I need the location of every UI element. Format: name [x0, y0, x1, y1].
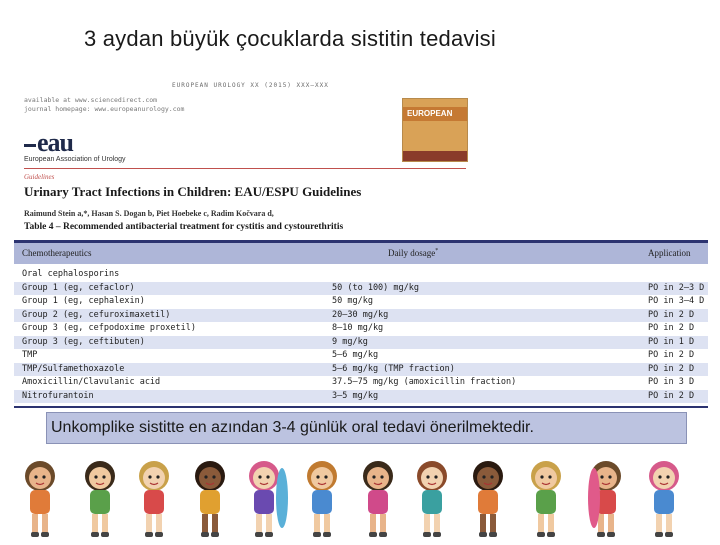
kid-eye: [540, 475, 543, 478]
kid-body: [200, 490, 220, 514]
kid-shoe: [323, 532, 331, 537]
kid-body: [312, 490, 332, 514]
col-header-text: Daily dosage: [388, 248, 436, 258]
table-row: [14, 295, 708, 308]
kid-eye: [34, 475, 37, 478]
kid-face: [477, 467, 499, 489]
logo-mark: [24, 128, 126, 157]
kid-face: [535, 467, 557, 489]
table-row: [14, 309, 708, 322]
kid-leg: [548, 514, 554, 534]
kid-leg: [212, 514, 218, 534]
kid-leg: [266, 514, 272, 534]
kid-shoe: [665, 532, 673, 537]
kid-shoe: [379, 532, 387, 537]
kid-shoe: [547, 532, 555, 537]
kid-face: [253, 467, 275, 489]
kid-shoe: [145, 532, 153, 537]
cell-drug: Group 3 (eg, ceftibuten): [22, 336, 145, 347]
table-row: [14, 390, 708, 403]
kid-eye: [266, 475, 269, 478]
kid-leg: [538, 514, 544, 534]
paper-authors: Raimund Stein a,*, Hasan S. Dogan b, Piet Hoebeke c, Radim Kočvara d,: [24, 209, 274, 218]
kid-leg: [598, 514, 604, 534]
kid-shoe: [155, 532, 163, 537]
table-row: [14, 376, 708, 389]
divider: [24, 168, 466, 169]
kid-body: [422, 490, 442, 514]
kid-shoe: [489, 532, 497, 537]
surfboard: [276, 468, 288, 528]
kid-eye: [548, 475, 551, 478]
section-label: Guidelines: [24, 173, 55, 181]
kid-leg: [314, 514, 320, 534]
kid-leg: [424, 514, 430, 534]
kid-eye: [42, 475, 45, 478]
kid-body: [478, 490, 498, 514]
kid-eye: [156, 475, 159, 478]
cell-drug: Amoxicillin/Clavulanic acid: [22, 377, 161, 387]
kid-leg: [256, 514, 262, 534]
cell-drug: Oral cephalosporins: [22, 269, 120, 279]
kid-body: [368, 490, 388, 514]
journal-topline: EUROPEAN UROLOGY XX (2015) XXX–XXX: [172, 82, 329, 89]
col-header-chemotherapeutics: Chemotherapeutics: [22, 248, 92, 258]
kid-leg: [434, 514, 440, 534]
cell-dose: 3–5 mg/kg: [332, 390, 379, 401]
table-row: [14, 336, 708, 349]
logo-subtitle: European Association of Urology: [24, 156, 126, 163]
kid-shoe: [211, 532, 219, 537]
col-header-application: Application: [648, 248, 691, 258]
cell-drug: Group 1 (eg, cefaclor): [22, 282, 135, 293]
table-row: [14, 322, 708, 335]
kid-eye: [434, 475, 437, 478]
kid-body: [30, 490, 50, 514]
kid-eye: [258, 475, 261, 478]
kid-face: [653, 467, 675, 489]
kid-leg: [490, 514, 496, 534]
kid-leg: [202, 514, 208, 534]
cell-drug: Group 3 (eg, cefpodoxime proxetil): [22, 323, 196, 333]
cell-dose: 50 (to 100) mg/kg: [332, 282, 419, 293]
kid-shoe: [423, 532, 431, 537]
kid-eye: [212, 475, 215, 478]
kid-leg: [156, 514, 162, 534]
children-illustration-strip: [0, 456, 720, 540]
kid-leg: [480, 514, 486, 534]
kid-leg: [146, 514, 152, 534]
kid-shoe: [597, 532, 605, 537]
kid-body: [144, 490, 164, 514]
cell-app: PO in 2 D: [648, 390, 695, 401]
kid-face: [89, 467, 111, 489]
cell-app: PO in 2 D: [648, 350, 695, 360]
masthead-line: available at www.sciencedirect.com: [24, 96, 158, 104]
kid-eye: [658, 475, 661, 478]
cell-app: PO in 2 D: [648, 323, 695, 333]
kid-shoe: [537, 532, 545, 537]
kid-face: [367, 467, 389, 489]
masthead: [24, 96, 184, 114]
kid-leg: [92, 514, 98, 534]
cell-dose: 9 mg/kg: [332, 336, 368, 347]
kid-leg: [370, 514, 376, 534]
cell-drug: Nitrofurantoin: [22, 390, 94, 401]
kid-shoe: [313, 532, 321, 537]
kid-shoe: [41, 532, 49, 537]
kid-shoe: [369, 532, 377, 537]
note-text: Unkomplike sistitte en azından 3-4 günlük oral tedavi önerilmektedir.: [51, 419, 534, 436]
kid-leg: [656, 514, 662, 534]
cell-app: PO in 2 D: [648, 309, 695, 320]
kid-body: [254, 490, 274, 514]
kid-shoe: [91, 532, 99, 537]
table-row: [14, 268, 708, 281]
kid-shoe: [479, 532, 487, 537]
kid-shoe: [433, 532, 441, 537]
cell-app: PO in 3–4 D: [648, 296, 705, 306]
cell-drug: Group 2 (eg, cefuroximaxetil): [22, 309, 171, 320]
kid-eye: [372, 475, 375, 478]
kid-eye: [204, 475, 207, 478]
cell-app: PO in 2 D: [648, 363, 695, 374]
kid-leg: [608, 514, 614, 534]
slide-title: 3 aydan büyük çocuklarda sistitin tedavisi: [84, 26, 496, 51]
kid-face: [143, 467, 165, 489]
header-footnote-mark: *: [435, 248, 439, 254]
kid-shoe: [265, 532, 273, 537]
kid-shoe: [31, 532, 39, 537]
kid-face: [421, 467, 443, 489]
cell-dose: 8–10 mg/kg: [332, 323, 384, 333]
kid-eye: [426, 475, 429, 478]
kid-eye: [482, 475, 485, 478]
table-row: [14, 363, 708, 376]
kid-eye: [94, 475, 97, 478]
cell-app: PO in 2–3 D: [648, 282, 705, 293]
kid-leg: [666, 514, 672, 534]
kid-eye: [102, 475, 105, 478]
kid-face: [29, 467, 51, 489]
cell-app: PO in 3 D: [648, 377, 695, 387]
cell-dose: 20–30 mg/kg: [332, 309, 389, 320]
table-row: [14, 282, 708, 295]
journal-cover-thumbnail: [402, 98, 468, 162]
kid-shoe: [101, 532, 109, 537]
cell-dose: 5–6 mg/kg (TMP fraction): [332, 363, 455, 374]
col-header-daily-dosage: [388, 248, 438, 258]
table-bottom-rule: [14, 406, 708, 408]
note-box: [46, 412, 687, 444]
table-header: [14, 240, 708, 264]
kid-eye: [324, 475, 327, 478]
surfboard: [588, 468, 600, 528]
kid-leg: [102, 514, 108, 534]
cell-drug: TMP/Sulfamethoxazole: [22, 363, 125, 374]
kid-eye: [600, 475, 603, 478]
cover-word: EUROPEAN: [407, 109, 453, 118]
cell-app: PO in 1 D: [648, 336, 695, 347]
kid-shoe: [655, 532, 663, 537]
children-illustration: [0, 456, 720, 540]
kid-leg: [42, 514, 48, 534]
paper-title: Urinary Tract Infections in Children: EAU/ESPU Guidelines: [24, 184, 362, 199]
kid-eye: [380, 475, 383, 478]
kid-shoe: [255, 532, 263, 537]
kid-body: [90, 490, 110, 514]
cell-drug: Group 1 (eg, cephalexin): [22, 296, 145, 306]
table-row: [14, 349, 708, 362]
cell-dose: 5–6 mg/kg: [332, 350, 379, 360]
kid-leg: [324, 514, 330, 534]
logo-text: eau: [37, 128, 73, 157]
kid-leg: [380, 514, 386, 534]
dosage-table: [14, 240, 708, 408]
kid-shoe: [607, 532, 615, 537]
kid-eye: [666, 475, 669, 478]
kid-eye: [608, 475, 611, 478]
masthead-line: journal homepage: www.europeanurology.com: [24, 105, 185, 113]
kid-eye: [148, 475, 151, 478]
cell-dose: 50 mg/kg: [332, 296, 373, 306]
kid-body: [654, 490, 674, 514]
table-caption: Table 4 – Recommended antibacterial treatment for cystitis and cystourethritis: [24, 222, 344, 232]
kid-face: [199, 467, 221, 489]
cell-drug: TMP: [22, 350, 38, 360]
kid-shoe: [201, 532, 209, 537]
cell-dose: 37.5–75 mg/kg (amoxicillin fraction): [332, 377, 517, 387]
kid-face: [311, 467, 333, 489]
eau-logo: [24, 128, 126, 163]
kid-eye: [316, 475, 319, 478]
kid-eye: [490, 475, 493, 478]
kid-leg: [32, 514, 38, 534]
kid-body: [536, 490, 556, 514]
